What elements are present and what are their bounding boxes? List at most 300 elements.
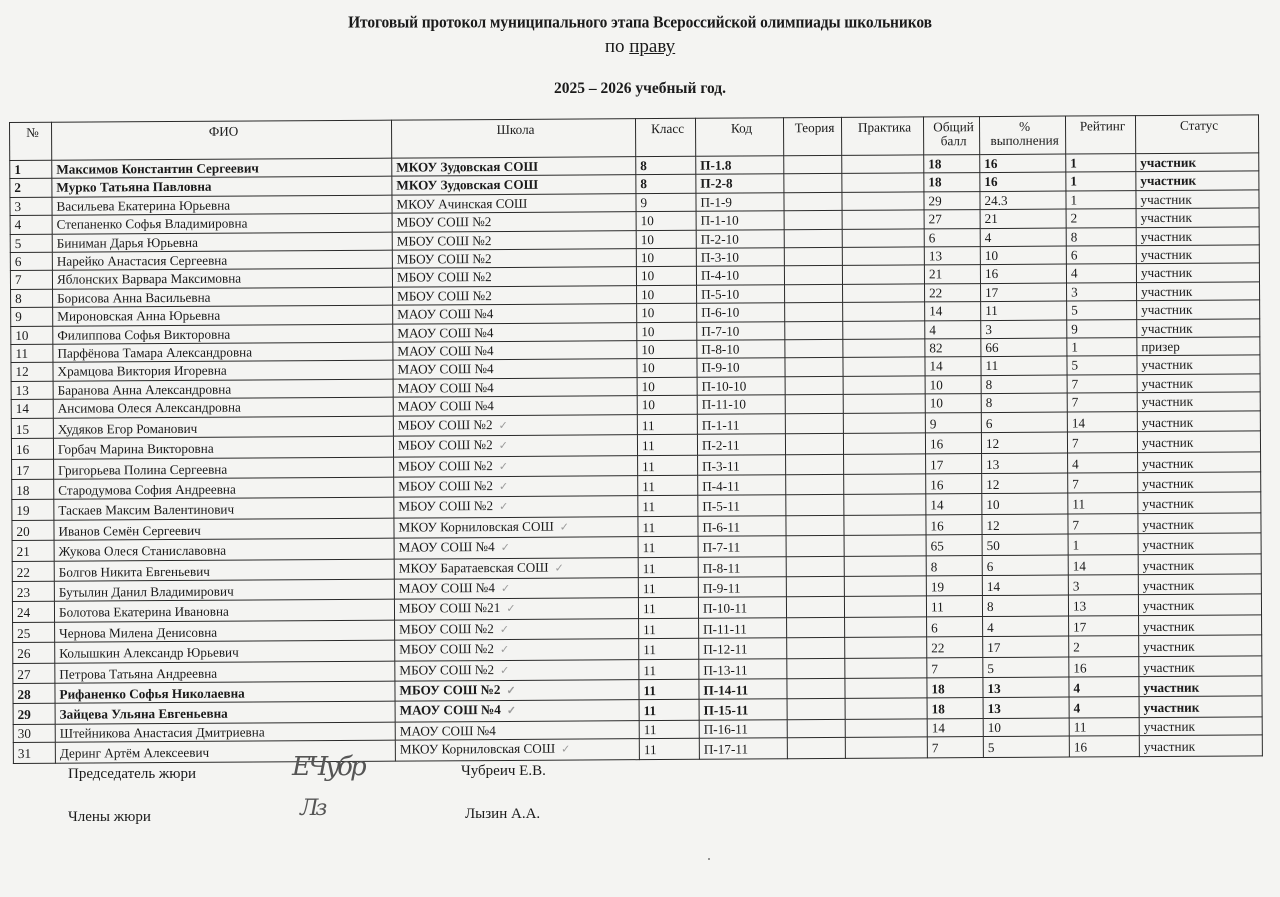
rating-value: 16 (1073, 739, 1088, 755)
cell-name (54, 599, 394, 621)
cell-code (696, 229, 784, 248)
cell-theory (786, 576, 844, 597)
name-value: Деринг Артём Алексеевич (59, 744, 210, 761)
cell-status (1138, 451, 1261, 472)
cell-num (11, 326, 53, 345)
code-value: П-5-10 (701, 286, 740, 302)
cell-status (1137, 431, 1260, 452)
code-value: П-8-10 (701, 341, 740, 357)
cell-num (11, 381, 53, 400)
cell-school (393, 414, 637, 436)
cell-name (52, 269, 392, 289)
cell-status (1139, 676, 1262, 697)
code-value: П-3-10 (700, 249, 739, 265)
percent-value: 50 (986, 538, 1000, 554)
cell-practice (843, 339, 925, 358)
code-value: П-2-8 (700, 175, 733, 192)
status-value: участник (1141, 357, 1193, 373)
code-value: П-2-10 (700, 231, 739, 247)
name-value: Мурко Татьяна Павловна (56, 179, 212, 196)
cell-practice (844, 515, 926, 536)
percent-value: 11 (985, 358, 999, 374)
school-value: МАОУ СОШ №4 (399, 722, 496, 739)
rating-value: 2 (1070, 210, 1078, 226)
cell-num (12, 500, 54, 521)
status-value: участник (1140, 209, 1192, 226)
grade-value: 10 (641, 305, 655, 321)
cell-grade (636, 230, 696, 249)
cell-total (924, 265, 980, 284)
table-body (10, 153, 1263, 763)
cell-percent (980, 228, 1066, 247)
cell-theory (785, 321, 843, 340)
cell-status (1136, 171, 1259, 190)
cell-total (927, 718, 983, 737)
cell-rating (1066, 264, 1136, 283)
num-value: 17 (16, 462, 30, 478)
cell-status (1137, 282, 1260, 301)
cell-school (395, 639, 639, 661)
header-grade: Класс (635, 118, 695, 156)
percent-value: 8 (985, 395, 993, 411)
cell-school (393, 304, 637, 324)
code-value: П-17-11 (703, 741, 749, 757)
cell-grade (639, 618, 699, 639)
cell-percent (983, 697, 1069, 718)
check-mark-icon: ✓ (506, 603, 516, 616)
total-value: 22 (931, 640, 945, 656)
num-value: 5 (14, 235, 22, 251)
header-total (923, 117, 979, 155)
cell-num (11, 307, 53, 326)
rating-value: 8 (1070, 229, 1078, 245)
code-value: П-1.8 (700, 157, 732, 173)
rating-value: 16 (1073, 659, 1087, 676)
check-mark-icon: ✓ (559, 521, 570, 534)
cell-theory (785, 395, 843, 414)
school-value: МАОУ СОШ №4 (397, 379, 494, 396)
num-value: 3 (14, 198, 22, 214)
grade-value: 11 (642, 458, 655, 474)
cell-percent (982, 493, 1068, 514)
check-mark-icon: ✓ (500, 664, 510, 677)
percent-value: 5 (987, 660, 994, 676)
cell-school (393, 286, 637, 306)
percent-value: 13 (986, 456, 1000, 472)
cell-total (926, 555, 982, 576)
cell-code (698, 515, 786, 536)
cell-practice (842, 229, 924, 248)
cell-total (925, 302, 981, 321)
cell-grade (637, 340, 697, 359)
rating-value: 4 (1073, 680, 1081, 696)
cell-status (1139, 717, 1262, 736)
cell-status (1139, 655, 1262, 676)
code-value: П-12-11 (703, 641, 748, 657)
code-value: П-10-10 (701, 378, 747, 394)
num-value: 7 (14, 272, 22, 288)
cell-theory (784, 266, 842, 285)
num-value: 22 (16, 564, 30, 580)
name-value: Нарейко Анастасия Сергеевна (56, 252, 228, 269)
cell-grade (636, 267, 696, 286)
cell-percent (982, 555, 1068, 576)
cell-percent (982, 514, 1068, 535)
cell-name (53, 342, 393, 362)
header-theory: Теория (783, 117, 841, 155)
name-value: Максимов Константин Сергеевич (56, 160, 259, 177)
cell-rating (1068, 575, 1138, 596)
school-value: МБОУ СОШ №2 (399, 620, 494, 637)
cell-grade (638, 557, 698, 578)
num-value: 1 (14, 161, 21, 177)
cell-num (10, 197, 52, 216)
num-value: 24 (16, 605, 31, 621)
cell-percent (983, 636, 1069, 657)
status-value: участник (1141, 414, 1194, 430)
cell-practice (843, 394, 925, 413)
cell-num (12, 581, 54, 602)
cell-school (392, 193, 636, 213)
code-value: П-1-9 (700, 194, 733, 210)
cell-code (698, 495, 786, 516)
cell-school (393, 435, 637, 457)
code-value: П-9-11 (702, 580, 741, 596)
percent-value: 8 (985, 376, 993, 392)
status-value: участник (1141, 375, 1193, 391)
cell-school (394, 537, 638, 559)
total-value: 29 (928, 193, 942, 209)
percent-value: 13 (987, 680, 1001, 697)
cell-practice (845, 698, 927, 719)
rating-value: 7 (1071, 394, 1079, 410)
cell-grade (638, 475, 698, 496)
check-mark-icon: ✓ (500, 582, 511, 595)
cell-practice (844, 453, 926, 474)
cell-total (925, 433, 981, 454)
cell-code (696, 193, 784, 212)
cell-code (697, 303, 785, 322)
status-value: участник (1141, 320, 1193, 336)
scan-speck (708, 858, 710, 860)
cell-theory (786, 556, 844, 577)
code-value: П-1-11 (701, 417, 740, 433)
name-value: Иванов Семён Сергеевич (58, 522, 201, 539)
header-rating: Рейтинг (1065, 116, 1135, 154)
cell-rating (1066, 227, 1136, 246)
cell-practice (842, 265, 924, 284)
percent-value: 17 (985, 284, 999, 300)
num-value: 29 (17, 707, 31, 723)
cell-rating (1066, 190, 1136, 209)
cell-num (11, 289, 53, 308)
cell-num (12, 540, 54, 561)
cell-theory (786, 454, 844, 475)
cell-theory (785, 284, 843, 303)
num-value: 28 (17, 686, 31, 702)
cell-theory (785, 303, 843, 322)
cell-practice (843, 321, 925, 340)
cell-num (10, 215, 52, 234)
cell-status (1137, 411, 1260, 432)
cell-percent (982, 473, 1068, 494)
school-value: МКОУ Ачинская СОШ (396, 195, 528, 212)
cell-grade (637, 359, 697, 378)
members-label: Члены жюри (68, 809, 151, 825)
percent-value: 14 (986, 578, 1001, 594)
cell-name (54, 579, 394, 601)
cell-status (1138, 492, 1261, 513)
status-value: участник (1142, 598, 1195, 614)
rating-value: 3 (1071, 284, 1078, 300)
cell-practice (844, 596, 926, 617)
grade-value: 10 (640, 268, 655, 284)
grade-value: 11 (643, 642, 656, 658)
status-value: участник (1143, 700, 1200, 716)
cell-practice (845, 719, 927, 738)
name-value: Степаненко Софья Владимировна (56, 215, 248, 232)
cell-total (927, 698, 983, 719)
rating-value: 2 (1073, 639, 1080, 655)
total-value: 65 (930, 538, 944, 554)
cell-rating (1066, 154, 1136, 173)
total-value: 16 (929, 436, 944, 452)
total-value: 17 (930, 456, 944, 472)
cell-percent (982, 534, 1068, 555)
total-value: 18 (931, 681, 945, 697)
cell-practice (844, 535, 926, 556)
school-value: МБОУ СОШ №2 (398, 457, 493, 474)
status-value: участник (1142, 475, 1194, 491)
rating-value: 11 (1072, 496, 1086, 512)
cell-school (394, 598, 638, 620)
cell-percent (982, 595, 1068, 616)
results-table (9, 114, 1263, 763)
status-value: участник (1142, 536, 1194, 553)
grade-value: 10 (641, 286, 655, 302)
check-mark-icon: ✓ (554, 562, 564, 575)
cell-code (697, 340, 785, 359)
code-value: П-5-11 (702, 498, 741, 515)
cell-grade (638, 496, 698, 517)
cell-code (697, 321, 785, 340)
grade-value: 10 (641, 342, 655, 358)
rating-value: 4 (1072, 455, 1079, 472)
cell-practice (845, 678, 927, 699)
cell-num (11, 438, 53, 459)
school-value: МБОУ СОШ №2 (396, 232, 492, 249)
code-value: П-6-10 (701, 304, 740, 321)
cell-code (696, 174, 784, 193)
school-value: МБОУ СОШ №2 (399, 681, 501, 698)
cell-total (926, 453, 982, 474)
cell-name (53, 397, 393, 417)
cell-total (927, 678, 983, 699)
cell-rating (1067, 301, 1137, 320)
cell-code (698, 475, 786, 496)
cell-school (392, 212, 636, 232)
cell-grade (639, 700, 699, 721)
cell-percent (980, 209, 1066, 228)
grade-value: 11 (642, 499, 656, 515)
cell-total (925, 412, 981, 433)
cell-code (696, 248, 784, 267)
name-value: Стародумова София Андреевна (58, 481, 236, 498)
cell-name (52, 195, 392, 215)
cell-num (12, 520, 54, 541)
school-value: МКОУ Зудовская СОШ (396, 158, 538, 175)
header-percent (979, 116, 1065, 155)
cell-school (393, 322, 637, 342)
status-value: участник (1141, 434, 1194, 451)
cell-theory (787, 638, 845, 659)
cell-name (53, 436, 393, 458)
school-value: МБОУ СОШ №2 (397, 437, 493, 453)
status-value: участник (1140, 246, 1193, 263)
cell-rating (1068, 513, 1138, 534)
cell-status (1137, 337, 1260, 356)
school-value: МКОУ Корниловская СОШ (399, 740, 556, 757)
cell-name (53, 361, 393, 381)
cell-name (54, 559, 394, 581)
cell-practice (843, 357, 925, 376)
rating-value: 14 (1071, 415, 1086, 431)
cell-total (927, 657, 983, 678)
check-mark-icon: ✓ (498, 460, 509, 473)
cell-num (10, 160, 52, 179)
total-value: 22 (929, 285, 943, 301)
cell-code (699, 658, 787, 679)
num-value: 11 (15, 345, 29, 362)
rating-value: 4 (1070, 265, 1078, 281)
cell-percent (981, 301, 1067, 320)
cell-theory (787, 719, 845, 738)
name-value: Бутылин Данил Владимирович (58, 583, 234, 600)
cell-grade (637, 322, 697, 341)
cell-status (1138, 513, 1261, 534)
status-value: участник (1140, 228, 1192, 244)
cell-school (395, 739, 639, 761)
cell-grade (637, 304, 697, 323)
check-mark-icon: ✓ (500, 542, 510, 555)
name-value: Храмцова Виктория Игоревна (57, 363, 227, 380)
status-value: участник (1143, 638, 1195, 655)
code-value: П-13-11 (703, 662, 748, 678)
cell-num (10, 271, 52, 290)
num-value: 4 (14, 217, 22, 233)
cell-theory (784, 192, 842, 211)
school-value: МБОУ СОШ №2 (396, 251, 492, 267)
cell-rating (1067, 356, 1137, 375)
cell-theory (785, 413, 843, 434)
status-value: участник (1142, 496, 1194, 512)
cell-total (925, 394, 981, 413)
cell-school (395, 618, 639, 640)
cell-code (696, 266, 784, 285)
rating-value: 7 (1071, 376, 1079, 392)
name-value: Мироновская Анна Юрьевна (57, 307, 221, 324)
status-value: участник (1143, 738, 1196, 755)
cell-total (927, 637, 983, 658)
code-value: П-11-11 (703, 621, 747, 637)
cell-name (54, 538, 394, 560)
cell-theory (784, 229, 842, 248)
header-percent-line2: выполнения (990, 132, 1059, 149)
grade-value: 10 (640, 213, 654, 229)
cell-code (697, 285, 785, 304)
cell-rating (1066, 172, 1136, 191)
cell-name (53, 416, 393, 438)
cell-theory (785, 339, 843, 358)
cell-grade (639, 679, 699, 700)
cell-percent (980, 264, 1066, 283)
cell-code (699, 738, 787, 759)
total-value: 6 (928, 229, 936, 246)
cell-percent (981, 375, 1067, 394)
cell-status (1139, 735, 1262, 756)
total-value: 16 (930, 477, 944, 493)
cell-theory (787, 617, 845, 638)
percent-value: 11 (985, 303, 998, 319)
cell-practice (844, 576, 926, 597)
grade-value: 11 (643, 742, 657, 758)
cell-percent (983, 616, 1069, 637)
cell-theory (787, 738, 845, 759)
cell-practice (843, 433, 925, 454)
cell-practice (845, 617, 927, 638)
cell-total (924, 228, 980, 247)
cell-grade (637, 396, 697, 415)
cell-rating (1067, 432, 1137, 453)
num-value: 13 (15, 382, 29, 398)
cell-grade (638, 577, 698, 598)
cell-school (393, 359, 637, 379)
cell-status (1138, 574, 1261, 595)
cell-percent (980, 172, 1066, 191)
cell-theory (784, 174, 842, 193)
cell-num (11, 418, 53, 439)
code-value: П-1-10 (700, 212, 739, 228)
cell-grade (639, 738, 699, 759)
header-school: Школа (391, 119, 635, 158)
rating-value: 7 (1072, 517, 1080, 533)
cell-school (395, 659, 639, 681)
total-value: 11 (930, 599, 944, 615)
school-value: МБОУ СОШ №21 (398, 600, 501, 616)
cell-percent (983, 657, 1069, 678)
cell-total (925, 357, 981, 376)
status-value: участник (1140, 173, 1197, 189)
total-value: 27 (928, 211, 942, 227)
cell-percent (980, 246, 1066, 265)
num-value: 9 (15, 309, 22, 325)
check-mark-icon: ✓ (499, 501, 509, 514)
grade-value: 11 (642, 478, 655, 495)
rating-value: 1 (1071, 339, 1079, 355)
grade-value: 11 (641, 438, 655, 454)
name-value: Таскаев Максим Валентинович (58, 501, 235, 519)
cell-percent (982, 575, 1068, 596)
percent-value: 3 (985, 321, 992, 337)
num-value: 23 (16, 584, 31, 600)
cell-rating (1067, 393, 1137, 412)
cell-theory (787, 658, 845, 679)
cell-num (13, 704, 55, 725)
status-value: призер (1141, 338, 1180, 355)
name-value: Болгов Никита Евгеньевич (58, 563, 210, 580)
grade-value: 10 (640, 231, 654, 247)
cell-total (926, 514, 982, 535)
